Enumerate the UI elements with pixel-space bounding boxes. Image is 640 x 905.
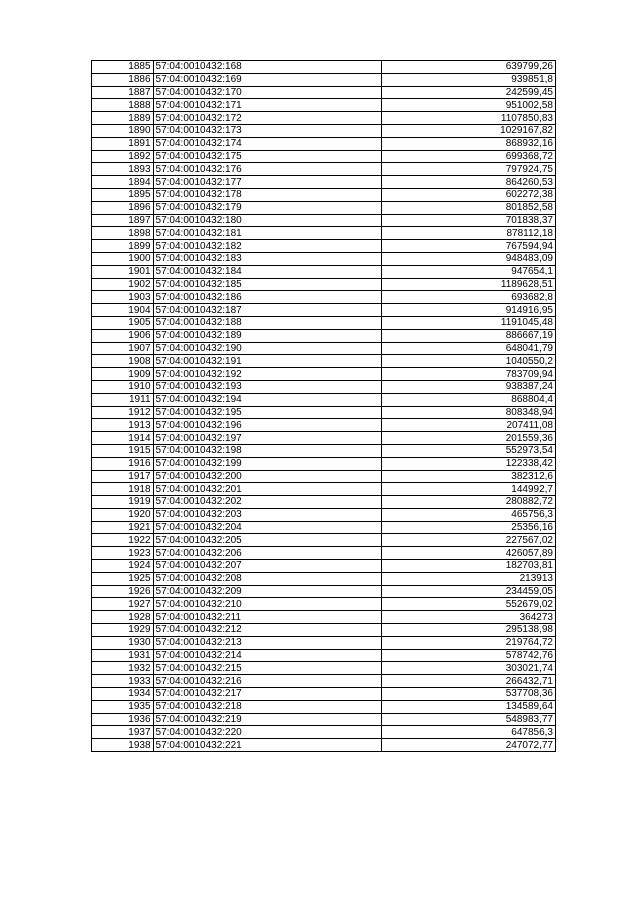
table-row <box>92 112 556 125</box>
table-row <box>92 252 556 265</box>
table-row <box>92 304 556 317</box>
cadastral-value-cell: 465756,3 <box>382 508 556 521</box>
cadastral-value-cell: 201559,36 <box>382 432 556 445</box>
row-number-cell: 1912 <box>92 406 154 419</box>
cadastral-value-cell: 868932,16 <box>382 137 556 150</box>
cadastral-number-cell: 57:04:0010432:180 <box>153 214 382 227</box>
cadastral-number-cell: 57:04:0010432:221 <box>153 739 382 752</box>
row-number-cell: 1934 <box>92 688 154 701</box>
cadastral-value-cell: 948483,09 <box>382 252 556 265</box>
cadastral-number-cell: 57:04:0010432:194 <box>153 393 382 406</box>
row-number-cell: 1888 <box>92 99 154 112</box>
cadastral-value-cell: 701838,37 <box>382 214 556 227</box>
cadastral-value-cell: 1040550,2 <box>382 355 556 368</box>
table-row <box>92 598 556 611</box>
table-row <box>92 278 556 291</box>
cadastral-number-cell: 57:04:0010432:208 <box>153 572 382 585</box>
row-number-cell: 1917 <box>92 470 154 483</box>
cadastral-value-cell: 266432,71 <box>382 675 556 688</box>
row-number-cell: 1916 <box>92 457 154 470</box>
cadastral-value-cell: 242599,45 <box>382 86 556 99</box>
cadastral-number-cell: 57:04:0010432:171 <box>153 99 382 112</box>
cadastral-value-cell: 808348,94 <box>382 406 556 419</box>
cadastral-value-cell: 1029167,82 <box>382 124 556 137</box>
table-row <box>92 240 556 253</box>
row-number-cell: 1886 <box>92 73 154 86</box>
cadastral-value-cell: 578742,76 <box>382 649 556 662</box>
table-row <box>92 291 556 304</box>
cadastral-number-cell: 57:04:0010432:192 <box>153 368 382 381</box>
table-row <box>92 483 556 496</box>
row-number-cell: 1901 <box>92 265 154 278</box>
cadastral-value-cell: 639799,26 <box>382 61 556 74</box>
cadastral-value-cell: 134589,64 <box>382 700 556 713</box>
table-row <box>92 265 556 278</box>
row-number-cell: 1924 <box>92 560 154 573</box>
cadastral-number-cell: 57:04:0010432:196 <box>153 419 382 432</box>
cadastral-number-cell: 57:04:0010432:199 <box>153 457 382 470</box>
table-row <box>92 137 556 150</box>
cadastral-value-cell: 182703,81 <box>382 560 556 573</box>
table-row <box>92 176 556 189</box>
cadastral-number-cell: 57:04:0010432:197 <box>153 432 382 445</box>
table-row <box>92 585 556 598</box>
cadastral-value-cell: 951002,58 <box>382 99 556 112</box>
row-number-cell: 1931 <box>92 649 154 662</box>
cadastral-number-cell: 57:04:0010432:211 <box>153 611 382 624</box>
row-number-cell: 1918 <box>92 483 154 496</box>
row-number-cell: 1921 <box>92 521 154 534</box>
table-row <box>92 163 556 176</box>
cadastral-value-cell: 1107850,83 <box>382 112 556 125</box>
cadastral-value-cell: 1189628,51 <box>382 278 556 291</box>
cadastral-number-cell: 57:04:0010432:169 <box>153 73 382 86</box>
row-number-cell: 1903 <box>92 291 154 304</box>
cadastral-value-cell: 647856,3 <box>382 726 556 739</box>
table-row <box>92 316 556 329</box>
cadastral-number-cell: 57:04:0010432:219 <box>153 713 382 726</box>
cadastral-value-cell: 1191045,48 <box>382 316 556 329</box>
cadastral-value-cell: 868804,4 <box>382 393 556 406</box>
cadastral-value-cell: 426057,89 <box>382 547 556 560</box>
row-number-cell: 1915 <box>92 444 154 457</box>
cadastral-value-cell: 864260,53 <box>382 176 556 189</box>
cadastral-value-cell: 213913 <box>382 572 556 585</box>
cadastral-value-cell: 144992,7 <box>382 483 556 496</box>
table-row <box>92 560 556 573</box>
table-row <box>92 713 556 726</box>
cadastral-value-cell: 295138,98 <box>382 624 556 637</box>
row-number-cell: 1900 <box>92 252 154 265</box>
table-row <box>92 496 556 509</box>
cadastral-number-cell: 57:04:0010432:170 <box>153 86 382 99</box>
cadastral-value-cell: 878112,18 <box>382 227 556 240</box>
table-row <box>92 419 556 432</box>
cadastral-number-cell: 57:04:0010432:186 <box>153 291 382 304</box>
cadastral-value-cell: 227567,02 <box>382 534 556 547</box>
row-number-cell: 1895 <box>92 188 154 201</box>
row-number-cell: 1914 <box>92 432 154 445</box>
cadastral-value-cell: 939851,8 <box>382 73 556 86</box>
cadastral-number-cell: 57:04:0010432:182 <box>153 240 382 253</box>
cadastral-value-cell: 303021,74 <box>382 662 556 675</box>
table-row <box>92 521 556 534</box>
table-row <box>92 393 556 406</box>
row-number-cell: 1933 <box>92 675 154 688</box>
table-row <box>92 61 556 74</box>
row-number-cell: 1911 <box>92 393 154 406</box>
cadastral-value-cell: 767594,94 <box>382 240 556 253</box>
cadastral-value-cell: 552973,54 <box>382 444 556 457</box>
cadastral-value-cell: 947654,1 <box>382 265 556 278</box>
cadastral-number-cell: 57:04:0010432:218 <box>153 700 382 713</box>
row-number-cell: 1899 <box>92 240 154 253</box>
cadastral-value-cell: 914916,95 <box>382 304 556 317</box>
cadastral-number-cell: 57:04:0010432:190 <box>153 342 382 355</box>
cadastral-number-cell: 57:04:0010432:175 <box>153 150 382 163</box>
table-row <box>92 688 556 701</box>
row-number-cell: 1938 <box>92 739 154 752</box>
cadastral-number-cell: 57:04:0010432:201 <box>153 483 382 496</box>
row-number-cell: 1885 <box>92 61 154 74</box>
table-row <box>92 188 556 201</box>
cadastral-number-cell: 57:04:0010432:188 <box>153 316 382 329</box>
table-row <box>92 86 556 99</box>
cadastral-number-cell: 57:04:0010432:215 <box>153 662 382 675</box>
cadastral-number-cell: 57:04:0010432:179 <box>153 201 382 214</box>
cadastral-number-cell: 57:04:0010432:209 <box>153 585 382 598</box>
table-row <box>92 227 556 240</box>
row-number-cell: 1897 <box>92 214 154 227</box>
row-number-cell: 1913 <box>92 419 154 432</box>
table-row <box>92 547 556 560</box>
row-number-cell: 1904 <box>92 304 154 317</box>
table-row <box>92 649 556 662</box>
cadastral-value-cell: 783709,94 <box>382 368 556 381</box>
table-row <box>92 457 556 470</box>
table-row <box>92 470 556 483</box>
cadastral-value-cell: 382312,6 <box>382 470 556 483</box>
row-number-cell: 1887 <box>92 86 154 99</box>
cadastral-number-cell: 57:04:0010432:189 <box>153 329 382 342</box>
cadastral-value-cell: 648041,79 <box>382 342 556 355</box>
row-number-cell: 1926 <box>92 585 154 598</box>
row-number-cell: 1906 <box>92 329 154 342</box>
cadastral-value-cell: 699368,72 <box>382 150 556 163</box>
table-row <box>92 342 556 355</box>
table-row <box>92 624 556 637</box>
cadastral-value-cell: 247072,77 <box>382 739 556 752</box>
cadastral-value-cell: 537708,36 <box>382 688 556 701</box>
cadastral-value-table <box>91 60 556 752</box>
cadastral-number-cell: 57:04:0010432:183 <box>153 252 382 265</box>
table-row <box>92 214 556 227</box>
cadastral-number-cell: 57:04:0010432:216 <box>153 675 382 688</box>
row-number-cell: 1927 <box>92 598 154 611</box>
cadastral-value-cell: 602272,38 <box>382 188 556 201</box>
cadastral-number-cell: 57:04:0010432:195 <box>153 406 382 419</box>
row-number-cell: 1910 <box>92 380 154 393</box>
row-number-cell: 1890 <box>92 124 154 137</box>
cadastral-value-cell: 364273 <box>382 611 556 624</box>
row-number-cell: 1936 <box>92 713 154 726</box>
row-number-cell: 1937 <box>92 726 154 739</box>
table-row <box>92 662 556 675</box>
cadastral-value-cell: 280882,72 <box>382 496 556 509</box>
cadastral-number-cell: 57:04:0010432:193 <box>153 380 382 393</box>
cadastral-value-cell: 122338,42 <box>382 457 556 470</box>
row-number-cell: 1893 <box>92 163 154 176</box>
table-row <box>92 675 556 688</box>
row-number-cell: 1908 <box>92 355 154 368</box>
cadastral-value-cell: 938387,24 <box>382 380 556 393</box>
cadastral-value-cell: 797924,75 <box>382 163 556 176</box>
row-number-cell: 1932 <box>92 662 154 675</box>
row-number-cell: 1935 <box>92 700 154 713</box>
cadastral-number-cell: 57:04:0010432:217 <box>153 688 382 701</box>
cadastral-number-cell: 57:04:0010432:203 <box>153 508 382 521</box>
table-row <box>92 99 556 112</box>
cadastral-value-cell: 234459,05 <box>382 585 556 598</box>
row-number-cell: 1891 <box>92 137 154 150</box>
cadastral-number-cell: 57:04:0010432:187 <box>153 304 382 317</box>
row-number-cell: 1923 <box>92 547 154 560</box>
cadastral-number-cell: 57:04:0010432:212 <box>153 624 382 637</box>
cadastral-number-cell: 57:04:0010432:202 <box>153 496 382 509</box>
cadastral-value-cell: 693682,8 <box>382 291 556 304</box>
row-number-cell: 1909 <box>92 368 154 381</box>
row-number-cell: 1889 <box>92 112 154 125</box>
cadastral-number-cell: 57:04:0010432:206 <box>153 547 382 560</box>
row-number-cell: 1928 <box>92 611 154 624</box>
table-row <box>92 739 556 752</box>
cadastral-number-cell: 57:04:0010432:191 <box>153 355 382 368</box>
cadastral-number-cell: 57:04:0010432:205 <box>153 534 382 547</box>
cadastral-number-cell: 57:04:0010432:181 <box>153 227 382 240</box>
cadastral-number-cell: 57:04:0010432:168 <box>153 61 382 74</box>
cadastral-number-cell: 57:04:0010432:178 <box>153 188 382 201</box>
cadastral-value-cell: 552679,02 <box>382 598 556 611</box>
cadastral-number-cell: 57:04:0010432:176 <box>153 163 382 176</box>
cadastral-value-cell: 801852,58 <box>382 201 556 214</box>
cadastral-number-cell: 57:04:0010432:198 <box>153 444 382 457</box>
row-number-cell: 1925 <box>92 572 154 585</box>
row-number-cell: 1902 <box>92 278 154 291</box>
table-row <box>92 636 556 649</box>
table-row <box>92 329 556 342</box>
row-number-cell: 1930 <box>92 636 154 649</box>
cadastral-value-cell: 219764,72 <box>382 636 556 649</box>
cadastral-number-cell: 57:04:0010432:184 <box>153 265 382 278</box>
cadastral-number-cell: 57:04:0010432:173 <box>153 124 382 137</box>
cadastral-number-cell: 57:04:0010432:185 <box>153 278 382 291</box>
table-body <box>92 61 556 752</box>
table-row <box>92 406 556 419</box>
table-row <box>92 368 556 381</box>
cadastral-number-cell: 57:04:0010432:214 <box>153 649 382 662</box>
table-row <box>92 611 556 624</box>
table-row <box>92 380 556 393</box>
cadastral-number-cell: 57:04:0010432:220 <box>153 726 382 739</box>
table-row <box>92 124 556 137</box>
row-number-cell: 1905 <box>92 316 154 329</box>
cadastral-value-cell: 207411,08 <box>382 419 556 432</box>
cadastral-number-cell: 57:04:0010432:200 <box>153 470 382 483</box>
table-row <box>92 572 556 585</box>
cadastral-value-cell: 548983,77 <box>382 713 556 726</box>
row-number-cell: 1896 <box>92 201 154 214</box>
row-number-cell: 1907 <box>92 342 154 355</box>
cadastral-number-cell: 57:04:0010432:174 <box>153 137 382 150</box>
table-row <box>92 700 556 713</box>
row-number-cell: 1919 <box>92 496 154 509</box>
table-row <box>92 726 556 739</box>
table-row <box>92 150 556 163</box>
table-row <box>92 73 556 86</box>
row-number-cell: 1892 <box>92 150 154 163</box>
table-row <box>92 201 556 214</box>
cadastral-number-cell: 57:04:0010432:210 <box>153 598 382 611</box>
table-row <box>92 432 556 445</box>
row-number-cell: 1894 <box>92 176 154 189</box>
cadastral-number-cell: 57:04:0010432:204 <box>153 521 382 534</box>
cadastral-number-cell: 57:04:0010432:172 <box>153 112 382 125</box>
cadastral-value-cell: 886667,19 <box>382 329 556 342</box>
row-number-cell: 1898 <box>92 227 154 240</box>
row-number-cell: 1920 <box>92 508 154 521</box>
cadastral-value-cell: 25356,16 <box>382 521 556 534</box>
row-number-cell: 1929 <box>92 624 154 637</box>
table-row <box>92 534 556 547</box>
table-row <box>92 444 556 457</box>
table-row <box>92 508 556 521</box>
row-number-cell: 1922 <box>92 534 154 547</box>
cadastral-number-cell: 57:04:0010432:207 <box>153 560 382 573</box>
table-row <box>92 355 556 368</box>
cadastral-number-cell: 57:04:0010432:213 <box>153 636 382 649</box>
cadastral-number-cell: 57:04:0010432:177 <box>153 176 382 189</box>
